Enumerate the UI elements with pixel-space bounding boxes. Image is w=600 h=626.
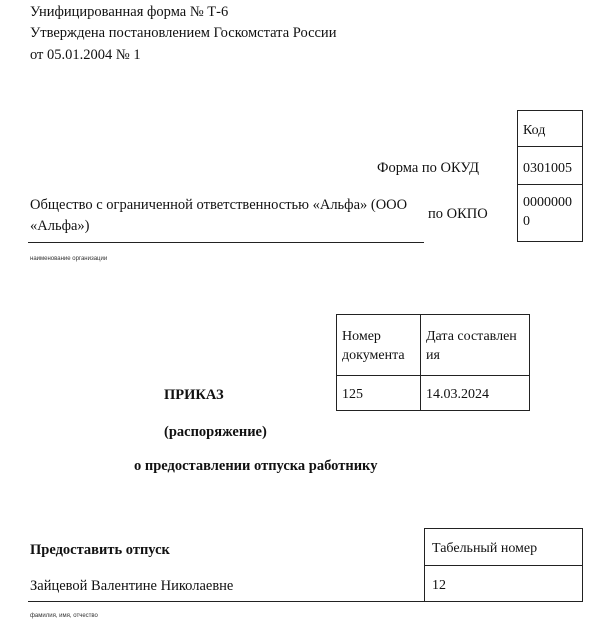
codes-divider [517,184,583,185]
date-header-line1: Дата составлен [426,329,517,344]
organization-name-line2: «Альфа») [30,218,90,234]
employee-caption: фамилия, имя, отчество [30,613,98,619]
order-subject: о предоставлении отпуска работнику [134,458,378,474]
document-table-divider [420,314,421,411]
tab-number-value: 12 [432,578,446,593]
okud-value: 0301005 [523,161,572,176]
form-name: Унифицированная форма № Т-6 [30,4,229,20]
document-date: 14.03.2024 [426,387,489,402]
okpo-value-line1: 0000000 [523,195,572,210]
okud-label: Форма по ОКУД [377,160,480,176]
tab-number-divider [424,565,583,566]
date-header-line2: ия [426,348,440,363]
document-number: 125 [342,387,363,402]
employee-name: Зайцевой Валентине Николаевне [30,578,234,594]
organization-name-line1: Общество с ограниченной ответственностью «Альфа» (ООО [30,197,408,213]
code-header: Код [523,123,546,138]
form-approval: Утверждена постановлением Госкомстата России [30,25,337,41]
organization-caption: наименование организации [30,256,108,262]
organization-underline [28,242,424,243]
okpo-value-line2: 0 [523,214,530,229]
number-header-line1: Номер [342,329,381,344]
codes-divider [517,146,583,147]
okpo-label: по ОКПО [428,206,488,222]
form-approval-date: от 05.01.2004 № 1 [30,47,141,63]
order-subtitle: (распоряжение) [164,424,267,440]
order-title: ПРИКАЗ [164,387,224,403]
number-header-line2: документа [342,348,405,363]
grant-leave-label: Предоставить отпуск [30,542,170,558]
tab-number-header: Табельный номер [432,541,538,556]
document-table-divider [336,375,530,376]
employee-underline [28,601,425,602]
